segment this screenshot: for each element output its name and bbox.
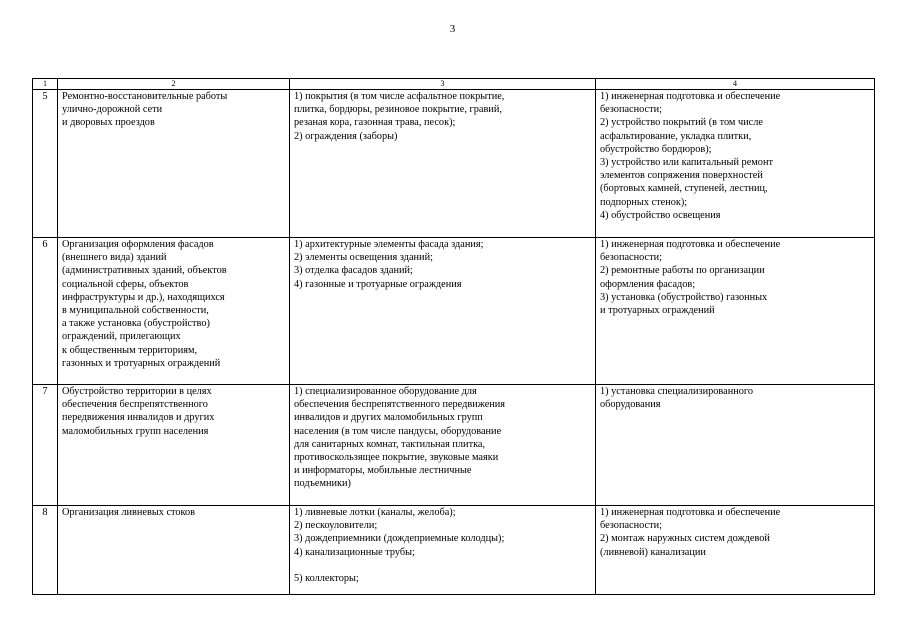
cell-line: элементов сопряжения поверхностей — [600, 170, 763, 182]
works-cell — [596, 385, 875, 506]
cell-line: к общественным территориям, — [62, 344, 198, 356]
cell-line: 1) инженерная подготовка и обеспечение — [600, 91, 781, 102]
cell-line: 2) элементы освещения зданий; — [294, 252, 433, 264]
cell-line: обеспечения беспрепятственного — [62, 399, 208, 411]
header-col-2: 2 — [58, 79, 290, 90]
cell-line: 4) газонные и тротуарные ограждения — [294, 278, 462, 290]
cell-line: инфраструктуры и др.), находящихся — [62, 291, 225, 303]
cell-line: оборудования — [600, 399, 661, 411]
cell-line: и тротуарных ограждений — [600, 305, 715, 317]
cell-line: обустройство бордюров); — [600, 143, 712, 155]
cell-line: 1) специализированное оборудование для — [294, 386, 477, 397]
works-cell — [596, 238, 875, 385]
elements-cell — [290, 385, 596, 506]
cell-line: 4) обустройство освещения — [600, 209, 721, 221]
cell-line: передвижения инвалидов и других — [62, 412, 215, 424]
elements-cell — [290, 506, 596, 595]
table-row — [33, 385, 875, 506]
cell-line: (бортовых камней, ступеней, лестниц, — [600, 183, 768, 195]
row-number: 6 — [33, 238, 58, 385]
blank-line — [294, 559, 591, 572]
cell-line: 5) коллекторы; — [294, 573, 359, 584]
cell-line: подъемники) — [294, 478, 351, 490]
cell-line: плитка, бордюры, резиновое покрытие, гравий, — [294, 104, 502, 116]
cell-line: 1) архитектурные элементы фасада здания; — [294, 239, 484, 250]
cell-line: (административных зданий, объектов — [62, 265, 227, 277]
cell-line: Ремонтно-восстановительные работы — [62, 91, 228, 102]
works-cell — [596, 506, 875, 595]
cell-line: а также установка (обустройство) — [62, 318, 210, 330]
work-type-cell — [58, 238, 290, 385]
table-row — [33, 90, 875, 238]
cell-line: и информаторы, мобильные лестничные — [294, 465, 472, 477]
cell-line: ограждений, прилегающих — [62, 331, 181, 343]
cell-line: 2) устройство покрытий (в том числе — [600, 117, 763, 129]
cell-line: (внешнего вида) зданий — [62, 252, 167, 264]
header-col-4: 4 — [596, 79, 875, 90]
cell-line: безопасности; — [600, 104, 662, 116]
table-row — [33, 506, 875, 595]
cell-line: маломобильных групп населения — [62, 425, 209, 437]
cell-line: 4) канализационные трубы; — [294, 546, 415, 558]
row-number: 5 — [33, 90, 58, 238]
table-row — [33, 238, 875, 385]
cell-line: социальной сферы, объектов — [62, 278, 189, 290]
cell-line: оформления фасадов; — [600, 278, 696, 290]
cell-line: 3) отделка фасадов зданий; — [294, 265, 413, 277]
row-number: 7 — [33, 385, 58, 506]
cell-line: обеспечения беспрепятственного передвижения — [294, 399, 506, 411]
cell-line: 1) инженерная подготовка и обеспечение — [600, 507, 781, 518]
cell-line: 2) ограждения (заборы) — [294, 130, 398, 142]
cell-line: резаная кора, газонная трава, песок); — [294, 117, 456, 129]
cell-line: 1) ливневые лотки (каналы, желоба); — [294, 507, 456, 518]
cell-line: 1) установка специализированного — [600, 386, 754, 397]
header-col-1: 1 — [33, 79, 58, 90]
cell-line: безопасности; — [600, 252, 662, 264]
cell-line: 2) ремонтные работы по организации — [600, 265, 765, 277]
cell-line: в муниципальной собственности, — [62, 305, 209, 317]
cell-line: 3) дождеприемники (дождеприемные колодцы); — [294, 533, 505, 545]
cell-line: 3) установка (обустройство) газонных — [600, 291, 768, 303]
cell-line: Организация ливневых стоков — [62, 507, 196, 518]
cell-line: 1) покрытия (в том числе асфальтное покрытие, — [294, 91, 505, 102]
cell-line: газонных и тротуарных ограждений — [62, 357, 221, 369]
cell-line: Обустройство территории в целях — [62, 386, 212, 397]
cell-line: безопасности; — [600, 520, 662, 532]
table-header-row — [33, 79, 875, 90]
row-number: 8 — [33, 506, 58, 595]
cell-line: (ливневой) канализации — [600, 546, 706, 558]
cell-line: для санитарных комнат, тактильная плитка, — [294, 438, 486, 450]
works-table — [32, 78, 875, 595]
cell-line: 2) монтаж наружных систем дождевой — [600, 533, 770, 545]
cell-line: 3) устройство или капитальный ремонт — [600, 157, 773, 169]
cell-line: 2) пескоуловители; — [294, 520, 378, 532]
cell-line: подпорных стенок); — [600, 196, 688, 208]
header-col-3: 3 — [290, 79, 596, 90]
cell-line: улично-дорожной сети — [62, 104, 163, 116]
cell-line: противоскользящее покрытие, звуковые маяки — [294, 452, 499, 464]
cell-line: населения (в том числе пандусы, оборудование — [294, 425, 502, 437]
page-number: 3 — [449, 23, 456, 35]
work-type-cell — [58, 385, 290, 506]
works-cell — [596, 90, 875, 238]
work-type-cell — [58, 506, 290, 595]
cell-line: и дворовых проездов — [62, 117, 155, 129]
work-type-cell — [58, 90, 290, 238]
cell-line: инвалидов и других маломобильных групп — [294, 412, 483, 424]
elements-cell — [290, 90, 596, 238]
cell-line: 1) инженерная подготовка и обеспечение — [600, 239, 781, 250]
elements-cell — [290, 238, 596, 385]
cell-line: асфальтирование, укладка плитки, — [600, 130, 752, 142]
cell-line: Организация оформления фасадов — [62, 239, 214, 250]
